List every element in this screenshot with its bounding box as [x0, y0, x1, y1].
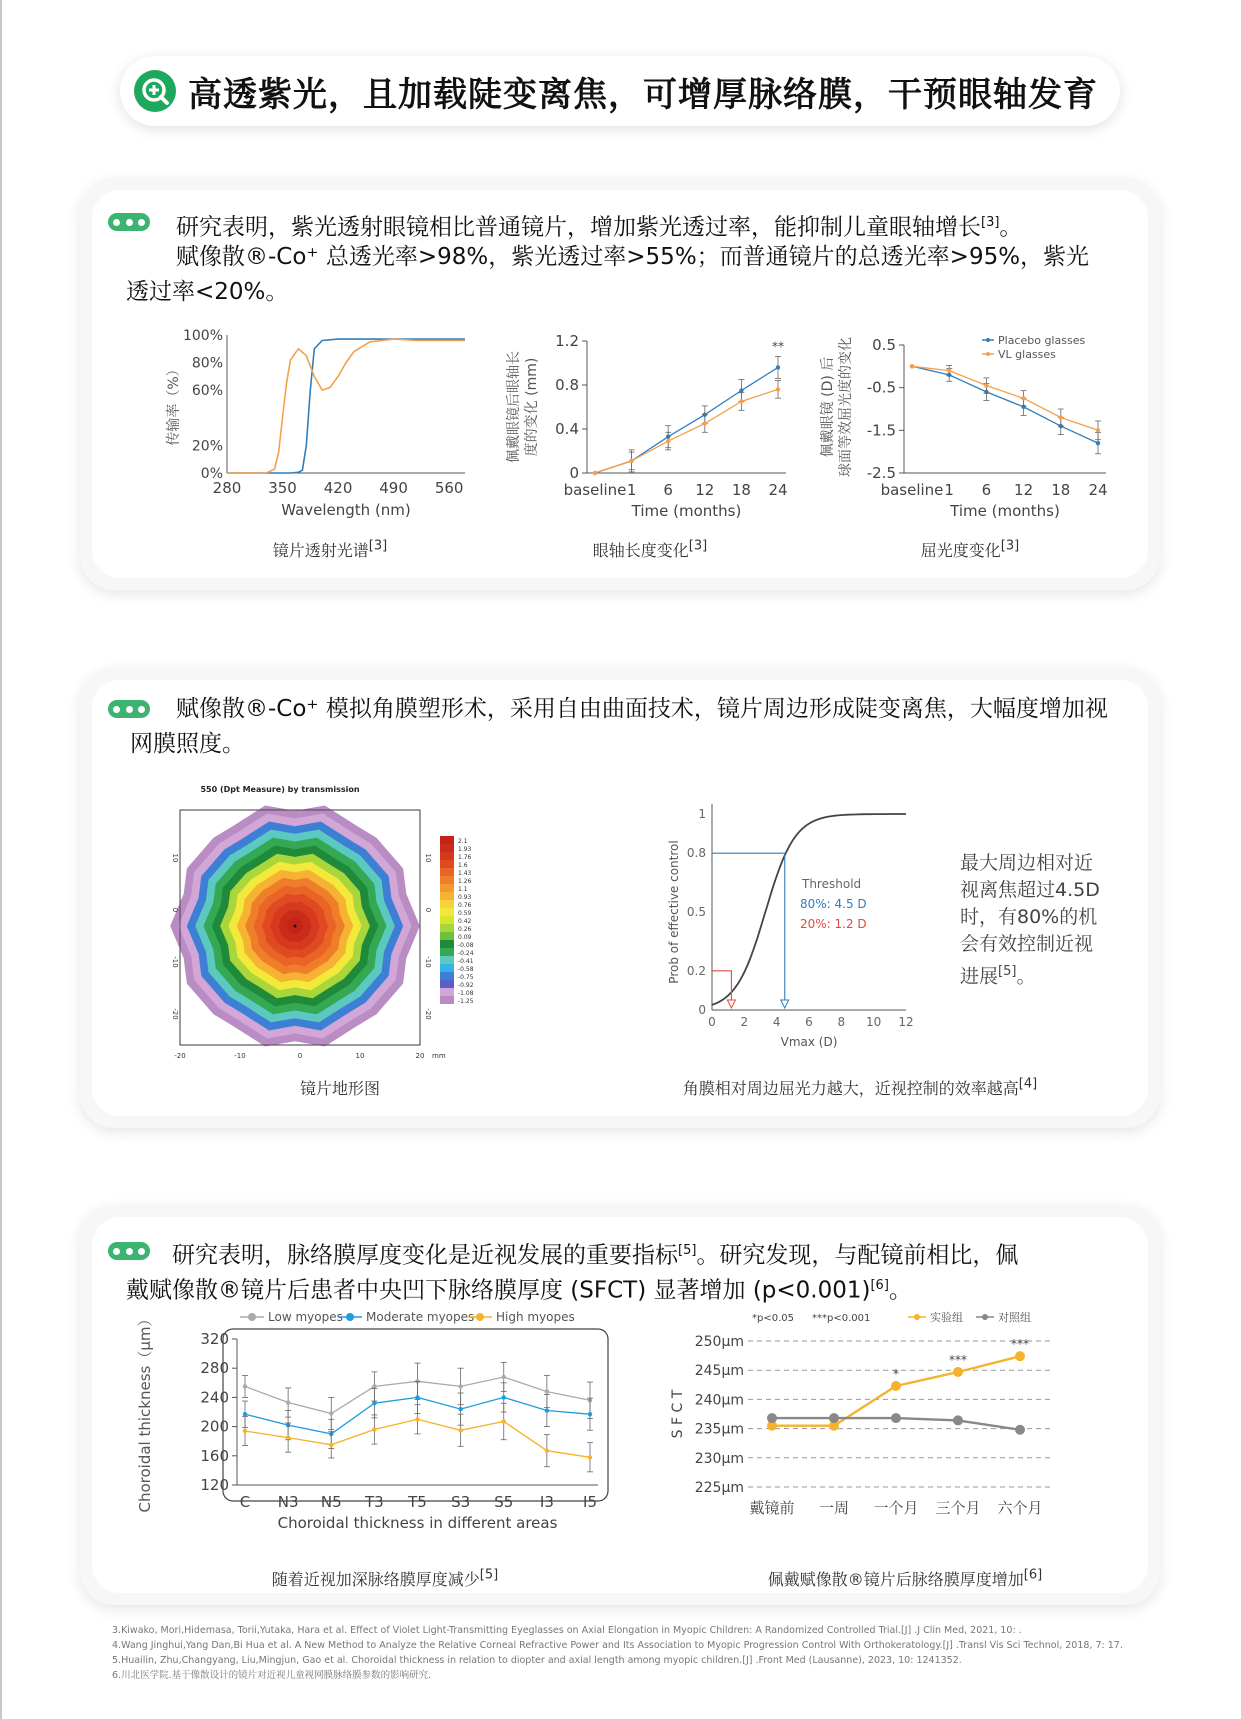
card-violet-light	[80, 178, 1160, 590]
colorbar-cell	[440, 860, 454, 868]
legend-label: 实验组	[930, 1311, 963, 1324]
y-axis-label: Choroidal thickness（μm）	[136, 1311, 154, 1513]
threshold-arrow	[727, 1000, 735, 1008]
sfct-caption: 佩戴赋像散®镜片后脉络膜厚度增加[6]	[767, 1567, 1043, 1589]
colorbar-label: -0.08	[458, 942, 474, 949]
x-tick-label: 4	[772, 1015, 781, 1029]
colorbar-cell	[440, 836, 454, 844]
data-point	[329, 1443, 333, 1447]
data-point	[891, 1381, 901, 1391]
y-axis-label: Prob of effective control	[667, 840, 681, 984]
colorbar-cell	[440, 852, 454, 860]
x-tick-label: 2	[740, 1015, 749, 1029]
y-tick-label: 0	[698, 1003, 706, 1017]
data-point	[953, 1415, 963, 1425]
y-tick-label: 240	[200, 1388, 229, 1407]
map-y-tick-left: -20	[171, 1008, 179, 1020]
y-axis-label: S F C T	[670, 1389, 686, 1439]
y-tick-label: 0.8	[686, 846, 706, 861]
data-point	[329, 1411, 333, 1415]
map-x-tick: 10	[355, 1052, 365, 1060]
colorbar-cell	[440, 956, 454, 964]
map-x-tick: -20	[174, 1052, 186, 1060]
colorbar-cell	[440, 980, 454, 988]
legend-label: Low myopes	[268, 1310, 343, 1324]
y-tick-label: 0.5	[686, 905, 706, 919]
data-point	[947, 368, 951, 372]
colorbar-cell	[440, 892, 454, 900]
x-tick-label: baseline	[880, 481, 944, 499]
curve-caption: 角膜相对周边屈光力越大，近视控制的效率越高[4]	[682, 1076, 1038, 1098]
data-point	[588, 1412, 592, 1416]
y-axis-label: 佩戴眼镜 (D) 后 球面等效屈光度的变化	[820, 337, 854, 477]
x-tick-label: 350	[268, 479, 297, 497]
x-tick-label: 24	[1088, 481, 1108, 499]
y-tick-label: 225μm	[694, 1480, 744, 1496]
map-y-tick-left: 0	[171, 907, 179, 913]
map-title: 550 (Dpt Measure) by transmission	[200, 785, 360, 794]
data-point	[1015, 1351, 1025, 1361]
data-point	[739, 388, 743, 392]
x-tick-label: 一个月	[873, 1499, 919, 1517]
data-point	[1059, 415, 1063, 419]
y-tick-label: -2.5	[866, 464, 896, 482]
legend-label: 对照组	[998, 1311, 1031, 1324]
lens-topography-map	[171, 780, 555, 1060]
data-point	[458, 1407, 462, 1411]
threshold-label: 20%: 1.2 D	[800, 917, 867, 931]
data-point	[767, 1413, 777, 1423]
colorbar-cell	[440, 972, 454, 980]
y-tick-label: 160	[200, 1446, 229, 1465]
data-point	[372, 1401, 376, 1405]
colorbar-cell	[440, 948, 454, 956]
data-point	[286, 1435, 290, 1439]
y-tick-label: 100%	[182, 328, 223, 344]
x-tick-label: 490	[379, 479, 408, 497]
y-tick-label: 230μm	[694, 1450, 744, 1467]
series-line-0	[595, 367, 778, 473]
data-point	[545, 1448, 549, 1452]
colorbar-cell	[440, 924, 454, 932]
y-axis-label: 佩戴眼镜后眼轴长 度的变化 (mm)	[506, 351, 540, 463]
data-point	[243, 1384, 247, 1388]
colorbar-cell	[440, 988, 454, 996]
data-point	[415, 1395, 419, 1399]
data-point	[243, 1412, 247, 1416]
reference-item: 3.Kiwako, Mori,Hidemasa, Torii,Yutaka, Hara et al. Effect of Violet Light-Transmitting Eyeglasses on Axial Elongation in Myopic Children: A Randomized Controlled Trial.[J] .J Clin Med, 2021, 10: .	[112, 1625, 1022, 1636]
colorbar-cell	[440, 868, 454, 876]
x-tick-label: I5	[583, 1493, 597, 1511]
axial-length-chart	[450, 323, 790, 533]
data-point	[458, 1428, 462, 1432]
data-point	[588, 1455, 592, 1459]
data-point	[286, 1400, 290, 1404]
page-left-border	[0, 0, 2, 1719]
page-title-banner	[120, 56, 1120, 126]
data-point	[666, 439, 670, 443]
x-tick-label: 三个月	[935, 1499, 981, 1517]
data-point	[1015, 1425, 1025, 1435]
y-tick-label: 250μm	[694, 1334, 744, 1350]
card2-line1: 赋像散®-Co⁺ 模拟角膜塑形术，采用自由曲面技术，镜片周边形成陡变离焦，大幅度增加视	[176, 696, 1108, 722]
colorbar-label: 1.1	[458, 886, 468, 893]
legend-marker	[982, 1314, 988, 1320]
y-tick-label: 200	[200, 1417, 229, 1436]
zoom-plus-icon	[134, 70, 176, 112]
series-line-1	[595, 389, 778, 473]
y-tick-label: 0.8	[555, 376, 579, 394]
card-choroid	[80, 1205, 1160, 1605]
x-tick-label: N3	[277, 1493, 299, 1511]
colorbar-label: -0.58	[458, 966, 474, 973]
colorbar-label: -0.24	[458, 950, 474, 957]
card3-line1: 研究表明，脉络膜厚度变化是近视发展的重要指标[5]。研究发现，与配镜前相比，佩	[172, 1242, 1019, 1269]
x-tick-label: C	[239, 1493, 251, 1511]
legend-label: Placebo glasses	[998, 334, 1086, 347]
x-tick-label: 一周	[818, 1499, 850, 1517]
threshold-line	[712, 853, 785, 1006]
colorbar-label: -0.75	[458, 974, 474, 981]
references	[112, 1623, 1123, 1683]
legend-marker	[248, 1313, 256, 1321]
legend-marker	[914, 1314, 920, 1320]
x-tick-label: 1	[626, 481, 637, 499]
series-line-0	[912, 366, 1098, 443]
axial-caption: 眼轴长度变化[3]	[592, 538, 708, 560]
data-point	[502, 1419, 506, 1423]
data-point	[502, 1375, 506, 1379]
significance-label: **	[772, 339, 784, 354]
x-tick-label: 6	[663, 481, 673, 499]
x-tick-label: 8	[837, 1015, 846, 1029]
refraction-chart	[780, 323, 1140, 533]
colorbar-label: 0.93	[458, 894, 472, 901]
card2-line2: 网膜照度。	[130, 731, 245, 757]
legend-marker	[986, 338, 990, 342]
data-point	[891, 1413, 901, 1423]
y-tick-label: 0.2	[686, 963, 706, 978]
series-line-1	[912, 366, 1098, 430]
y-tick-label: 240μm	[694, 1392, 744, 1409]
map-y-tick-right: -10	[424, 956, 432, 968]
y-tick-label: 1.2	[555, 332, 579, 350]
legend-label: VL glasses	[998, 348, 1056, 361]
y-axis-label: 传输率（%）	[166, 362, 182, 446]
colorbar-cell	[440, 964, 454, 972]
x-axis-label: Choroidal thickness in different areas	[277, 1514, 558, 1532]
data-point	[458, 1384, 462, 1388]
x-tick-label: 280	[212, 479, 242, 497]
data-point	[703, 421, 707, 425]
dots-icon	[108, 213, 150, 231]
significance-label: ***	[949, 1352, 967, 1367]
legend-marker	[986, 352, 990, 356]
map-y-tick-right: -20	[424, 1008, 432, 1020]
data-point	[984, 383, 988, 387]
card1-line3: 透过率<20%。	[126, 279, 289, 305]
data-point	[953, 1367, 963, 1377]
colorbar-label: 0.59	[458, 910, 472, 917]
map-y-tick-left: 10	[171, 853, 179, 863]
colorbar-label: 0.26	[458, 926, 472, 933]
y-tick-label: 0.5	[872, 336, 896, 354]
x-tick-label: 560	[434, 479, 464, 497]
legend-marker	[346, 1313, 354, 1321]
x-tick-label: 六个月	[997, 1499, 1043, 1517]
x-tick-label: 1	[944, 481, 954, 499]
x-tick-label: 12	[898, 1015, 914, 1029]
x-axis-label: Vmax (D)	[780, 1035, 838, 1049]
reference-item: 4.Wang Jinghui,Yang Dan,Bi Hua et al. A New Method to Analyze the Relative Corneal Refractive Power and Its Association to Myopic Progression Control With Orthokeratology.[J] .Transl Vis Sci Technol, 2018, 7: 17.	[112, 1640, 1123, 1651]
dots-icon	[108, 700, 150, 718]
side-note: 最大周边相对近 视离焦超过4.5D 时，有80%的机 会有效控制近视 进展[5]。	[960, 852, 1100, 988]
card-peripheral-defocus	[80, 668, 1160, 1128]
x-tick-label: 12	[695, 481, 715, 499]
x-tick-label: S3	[451, 1493, 471, 1511]
map-caption: 镜片地形图	[299, 1079, 380, 1098]
colorbar-cell	[440, 844, 454, 852]
x-tick-label: T3	[365, 1493, 384, 1511]
sfct-chart	[640, 1309, 1140, 1569]
data-point	[1021, 396, 1025, 400]
choroid-thickness-chart	[120, 1309, 620, 1569]
y-tick-label: 320	[200, 1330, 229, 1348]
map-y-tick-right: 10	[424, 853, 432, 863]
colorbar-label: 1.43	[458, 870, 472, 877]
x-tick-label: I3	[539, 1493, 554, 1511]
legend-marker	[476, 1313, 484, 1321]
x-tick-label: T5	[408, 1493, 427, 1511]
colorbar-cell	[440, 916, 454, 924]
data-point	[372, 1427, 376, 1431]
y-tick-label: 280	[200, 1359, 229, 1378]
x-tick-label: 18	[1051, 481, 1071, 499]
plot-frame	[223, 1329, 608, 1501]
colorbar-cell	[440, 900, 454, 908]
x-tick-label: 12	[1014, 481, 1034, 499]
y-tick-label: 80%	[191, 355, 223, 372]
probability-curve-chart	[630, 788, 1010, 1068]
map-x-tick: -10	[234, 1052, 246, 1060]
map-x-tick: 20	[415, 1052, 425, 1060]
legend-label: High myopes	[496, 1310, 575, 1324]
x-axis-label: Time (months)	[950, 502, 1060, 520]
map-center-point	[294, 925, 297, 928]
data-point	[243, 1429, 247, 1433]
x-tick-label: 18	[731, 481, 751, 499]
map-y-tick-right: 0	[424, 907, 432, 913]
y-tick-label: 120	[200, 1476, 229, 1494]
y-tick-label: 1	[698, 807, 706, 821]
significance-label: ***	[1011, 1337, 1029, 1352]
sig-legend: ***p<0.001	[812, 1313, 871, 1324]
colorbar-cell	[440, 884, 454, 892]
map-y-tick-left: -10	[171, 956, 179, 968]
map-unit: mm	[432, 1052, 446, 1060]
y-tick-label: 20%	[191, 438, 223, 455]
colorbar-label: 2.1	[458, 838, 468, 845]
card3-line2: 戴赋像散®镜片后患者中央凹下脉络膜厚度 (SFCT) 显著增加 (p<0.001)[6]。	[126, 1277, 912, 1304]
y-tick-label: 0	[569, 464, 579, 482]
map-x-tick: 0	[297, 1052, 303, 1060]
y-tick-label: 0%	[200, 466, 223, 482]
colorbar-label: 1.93	[458, 846, 472, 853]
x-tick-label: 0	[708, 1015, 716, 1029]
data-point	[739, 399, 743, 403]
refraction-caption: 屈光度变化[3]	[920, 538, 1020, 560]
y-tick-label: 245μm	[694, 1363, 744, 1380]
colorbar-label: 0.76	[458, 902, 472, 909]
reference-item: 6.川北医学院.基于像散设计的镜片对近视儿童视网膜脉络膜参数的影响研究.	[112, 1670, 432, 1681]
data-point	[1096, 428, 1100, 432]
y-tick-label: 0.4	[555, 420, 579, 438]
data-point	[593, 471, 597, 475]
colorbar-cell	[440, 932, 454, 940]
transmission-series-0	[227, 339, 465, 473]
y-tick-label: 60%	[191, 383, 223, 400]
data-point	[910, 364, 914, 368]
legend-label: Moderate myopes	[366, 1310, 475, 1324]
data-point	[629, 459, 633, 463]
data-point	[1096, 441, 1100, 445]
x-tick-label: 6	[981, 481, 992, 499]
colorbar-cell	[440, 940, 454, 948]
colorbar-cell	[440, 996, 454, 1004]
colorbar-cell	[440, 876, 454, 884]
x-tick-label: 10	[866, 1015, 882, 1029]
data-point	[545, 1389, 549, 1393]
page-title: 高透紫光，且加载陡变离焦，可增厚脉络膜，干预眼轴发育	[188, 74, 1098, 115]
colorbar-label: -1.25	[458, 998, 474, 1005]
data-point	[829, 1413, 839, 1423]
colorbar-label: 1.6	[458, 862, 468, 869]
threshold-label: 80%: 4.5 D	[800, 897, 867, 911]
data-point	[372, 1384, 376, 1388]
y-tick-label: -1.5	[866, 421, 896, 440]
data-point	[502, 1395, 506, 1399]
x-axis-label: Wavelength (nm)	[281, 501, 411, 519]
significance-label: *	[893, 1366, 899, 1381]
colorbar-cell	[440, 908, 454, 916]
x-tick-label: N5	[320, 1493, 342, 1511]
colorbar-label: 0.42	[458, 918, 472, 925]
sig-legend: *p<0.05	[752, 1313, 794, 1324]
x-tick-label: 420	[323, 479, 353, 497]
data-point	[415, 1417, 419, 1421]
data-point	[545, 1408, 549, 1412]
choroid-caption: 随着近视加深脉络膜厚度减少[5]	[271, 1567, 499, 1589]
threshold-legend-title: Threshold	[802, 877, 862, 891]
threshold-arrow	[781, 1000, 789, 1008]
x-tick-label: baseline	[563, 481, 627, 499]
card1-line2: 赋像散®-Co⁺ 总透光率>98%，紫光透过率>55%；而普通镜片的总透光率>95%，紫光	[176, 244, 1090, 270]
reference-item: 5.Huailin, Zhu,Changyang, Liu,Mingjun, Gao et al. Choroidal thickness in relation to diopter and axial length among myopic children.[J] .Front Med (Lausanne), 2023, 10: 1241352.	[112, 1655, 962, 1666]
x-tick-label: 戴镜前	[749, 1499, 795, 1517]
x-tick-label: 6	[805, 1015, 813, 1029]
colorbar-label: 0.09	[458, 934, 472, 941]
x-tick-label: 24	[768, 481, 788, 499]
transmission-caption: 镜片透射光谱[3]	[272, 538, 388, 560]
dots-icon	[108, 1242, 150, 1260]
colorbar-label: -1.08	[458, 990, 474, 997]
colorbar-label: -0.92	[458, 982, 474, 989]
colorbar-label: 1.26	[458, 878, 472, 885]
colorbar-label: 1.76	[458, 854, 472, 861]
x-axis-label: Time (months)	[631, 502, 742, 520]
y-tick-label: -0.5	[866, 378, 896, 397]
x-tick-label: S5	[494, 1493, 514, 1511]
transmission-series-1	[227, 339, 465, 473]
y-tick-label: 235μm	[694, 1421, 744, 1438]
colorbar-label: -0.41	[458, 958, 474, 965]
card1-line1: 研究表明，紫光透射眼镜相比普通镜片，增加紫光透过率，能抑制儿童眼轴增长[3]。	[176, 214, 1023, 241]
